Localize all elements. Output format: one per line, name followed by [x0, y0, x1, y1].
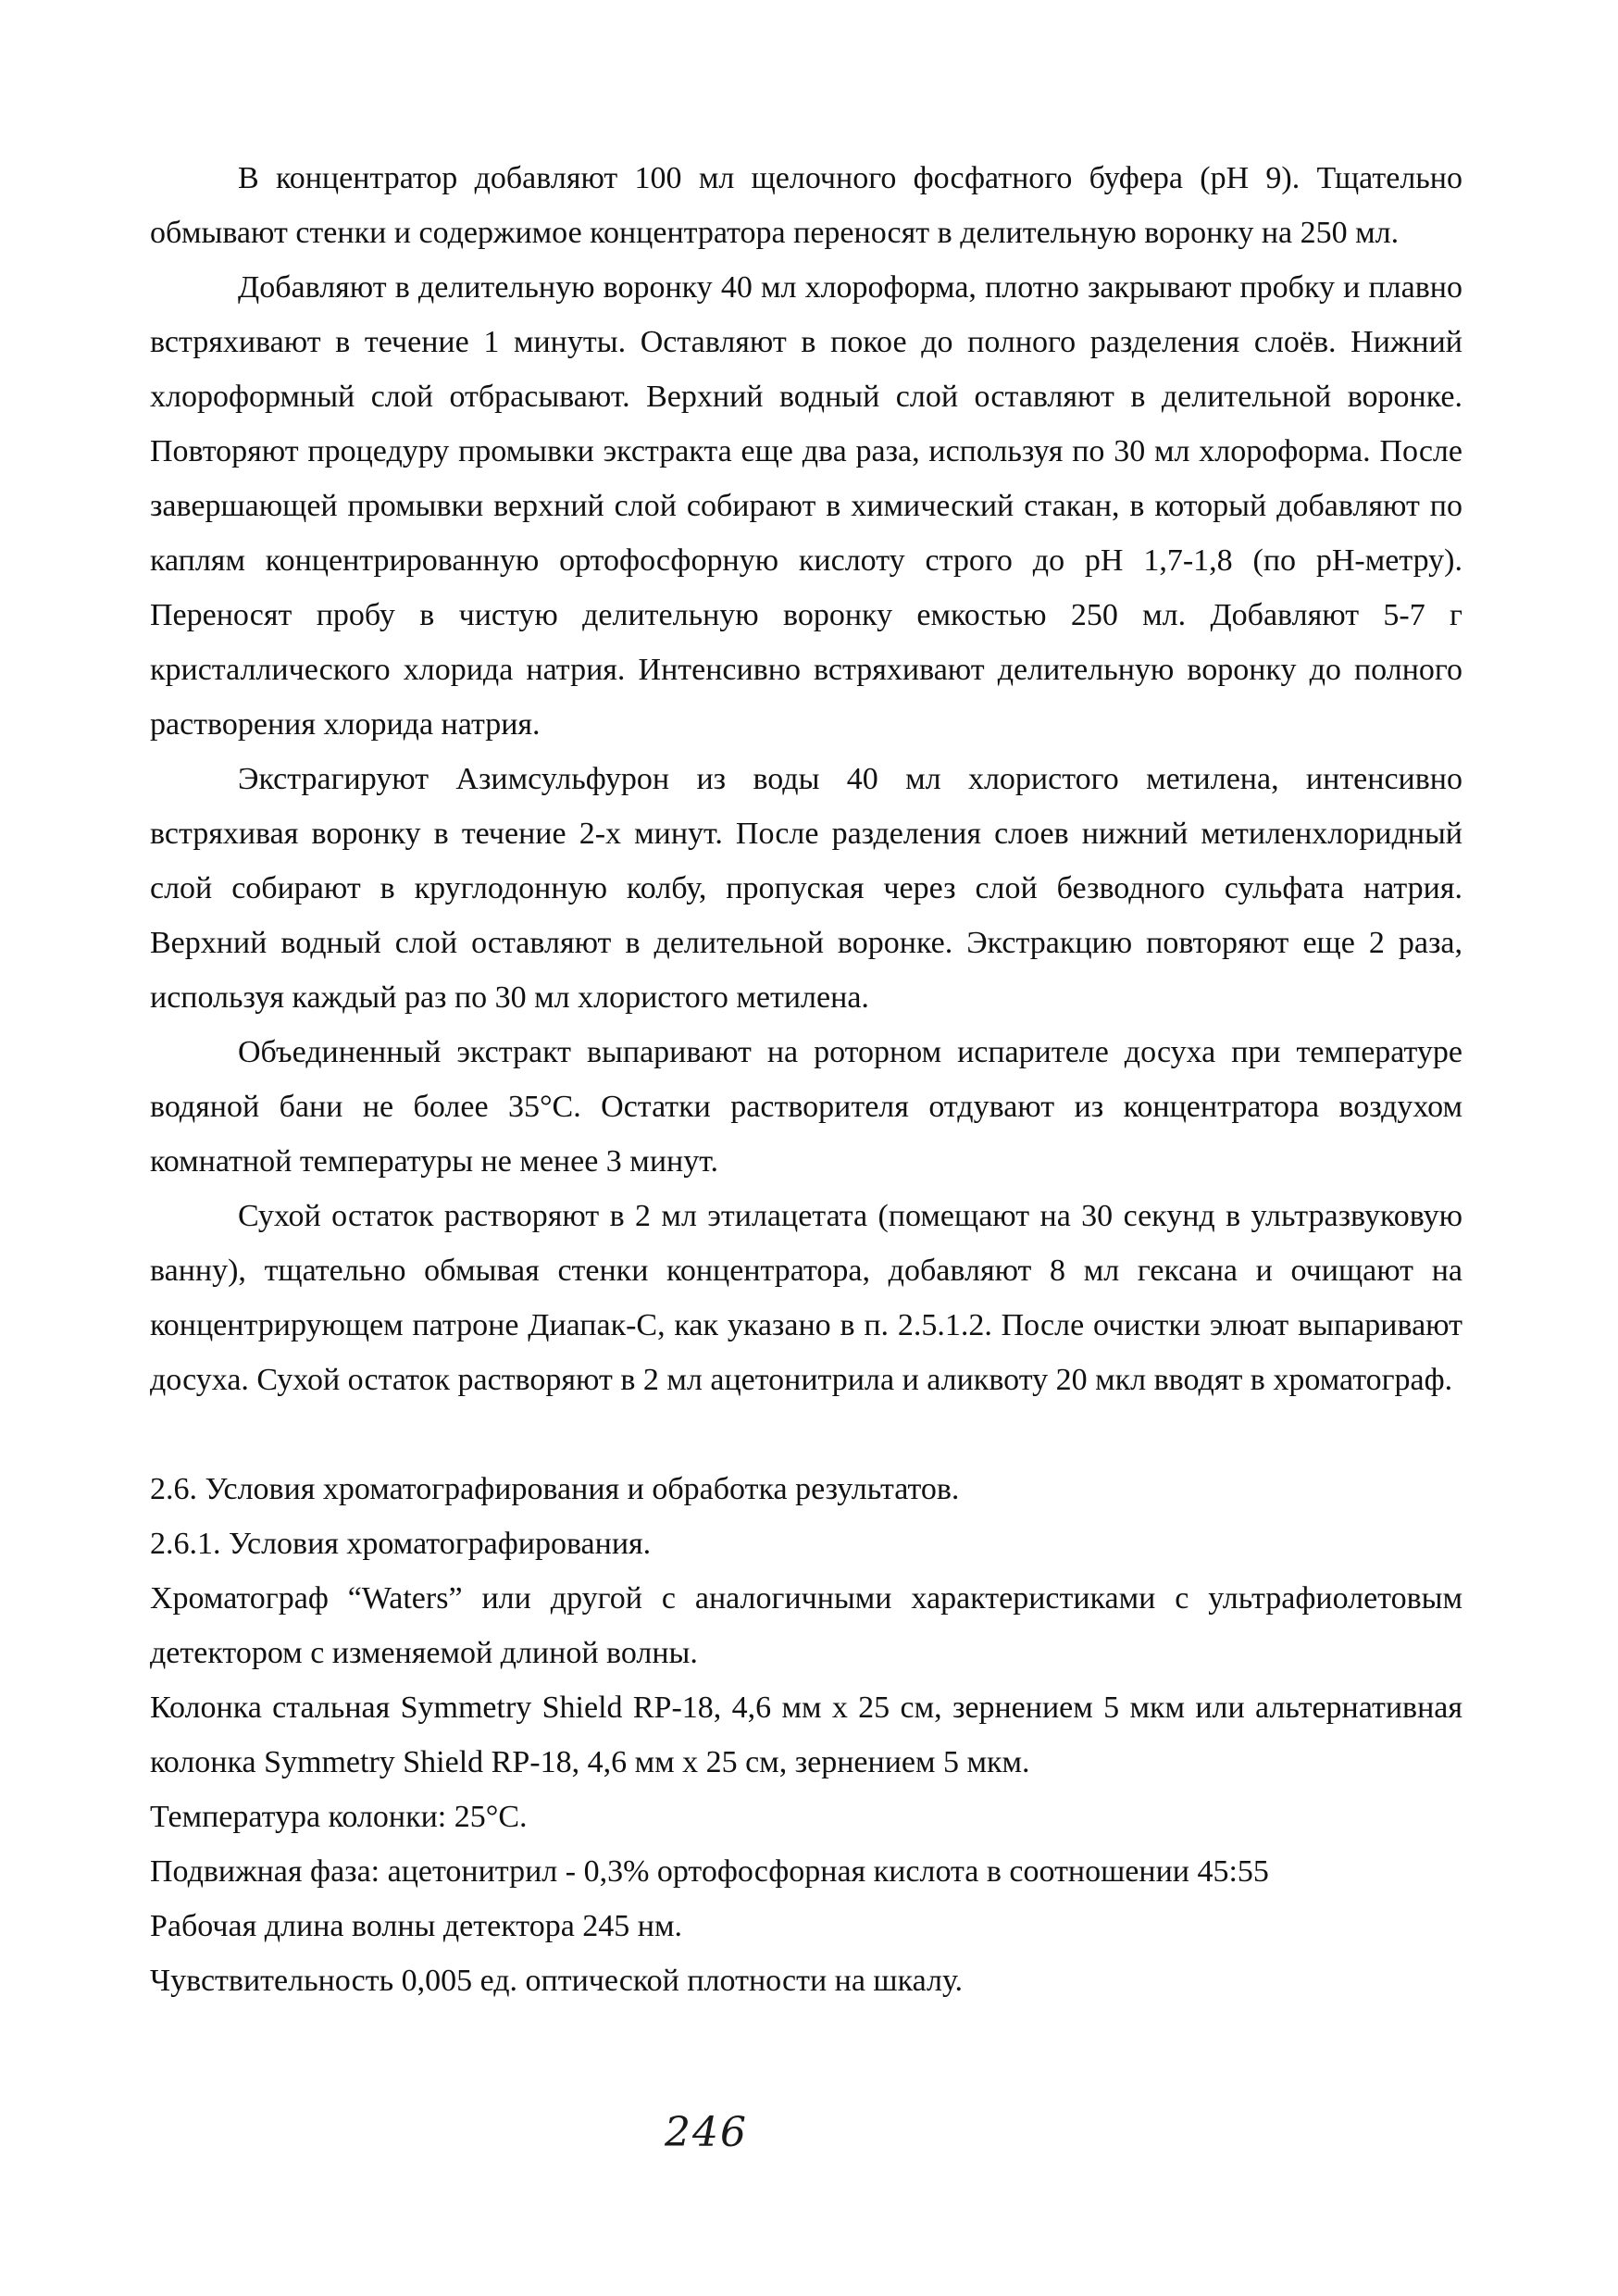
paragraph-cleanup: Сухой остаток растворяют в 2 мл этилацетата (помещают на 30 секунд в ультразвуковую ванну), тщательно обмывая стенки концентратора, добавляют 8 мл гексана и очищают на концентрирующем патроне Диапак-С, как указано в п. 2.5.1.2. После очистки элюат выпаривают досуха. Сухой остаток растворяют в 2 мл ацетонитрила и аликвоту 20 мкл вводят в хроматограф.	[150, 1199, 1462, 1397]
paragraph-buffer-addition: В концентратор добавляют 100 мл щелочного фосфатного буфера (рН 9). Тщательно обмывают стенки и содержимое концентратора переносят в делительную воронку на 250 мл.	[150, 161, 1462, 250]
section-spacer	[150, 1407, 1462, 1462]
paragraph-chloroform-wash: Добавляют в делительную воронку 40 мл хлороформа, плотно закрывают пробку и плавно встряхивают в течение 1 минуты. Оставляют в покое до полного разделения слоёв. Нижний хлороформный слой отбрасывают. Верхний водный слой оставляют в делительной воронке. Повторяют процедуру промывки экстракта еще два раза, используя по 30 мл хлороформа. После завершающей промывки верхний слой собирают в химический стакан, в который добавляют по каплям концентрированную ортофосфорную кислоту строго до рН 1,7-1,8 (по рН-метру). Переносят пробу в чистую делительную воронку емкостью 250 мл. Добавляют 5-7 г кристаллического хлорида натрия. Интенсивно встряхивают делительную воронку до полного растворения хлорида натрия.	[150, 270, 1462, 742]
condition-chromatograph: Хроматограф “Waters” или другой с аналогичными характеристиками с ультрафиолетовым детектором с изменяемой длиной волны.	[150, 1581, 1462, 1670]
paragraph-extraction: Экстрагируют Азимсульфурон из воды 40 мл хлористого метилена, интенсивно встряхивая воронку в течение 2-х минут. После разделения слоев нижний метиленхлоридный слой собирают в круглодонную колбу, пропуская через слой безводного сульфата натрия. Верхний водный слой оставляют в делительной воронке. Экстракцию повторяют еще 2 раза, используя каждый раз по 30 мл хлористого метилена.	[150, 762, 1462, 1015]
condition-wavelength: Рабочая длина волны детектора 245 нм.	[150, 1909, 682, 1943]
condition-column: Колонка стальная Symmetry Shield RP-18, 4,6 мм х 25 см, зернением 5 мкм или альтернативная колонка Symmetry Shield RP-18, 4,6 мм х 25 см, зернением 5 мкм.	[150, 1691, 1462, 1779]
section-heading: 2.6. Условия хроматографирования и обработка результатов.	[150, 1472, 960, 1506]
condition-mobile-phase: Подвижная фаза: ацетонитрил - 0,3% ортофосфорная кислота в соотношении 45:55	[150, 1854, 1269, 1889]
document-body	[150, 151, 1462, 2008]
handwritten-page-number: 246	[665, 2109, 748, 2156]
subsection-heading: 2.6.1. Условия хроматографирования.	[150, 1527, 652, 1561]
condition-sensitivity: Чувствительность 0,005 ед. оптической плотности на шкалу.	[150, 1964, 964, 1998]
condition-column-temperature: Температура колонки: 25°С.	[150, 1800, 528, 1834]
paragraph-evaporation: Объединенный экстракт выпаривают на роторном испарителе досуха при температуре водяной бани не более 35°С. Остатки растворителя отдувают из концентратора воздухом комнатной температуры не менее 3 минут.	[150, 1035, 1462, 1179]
